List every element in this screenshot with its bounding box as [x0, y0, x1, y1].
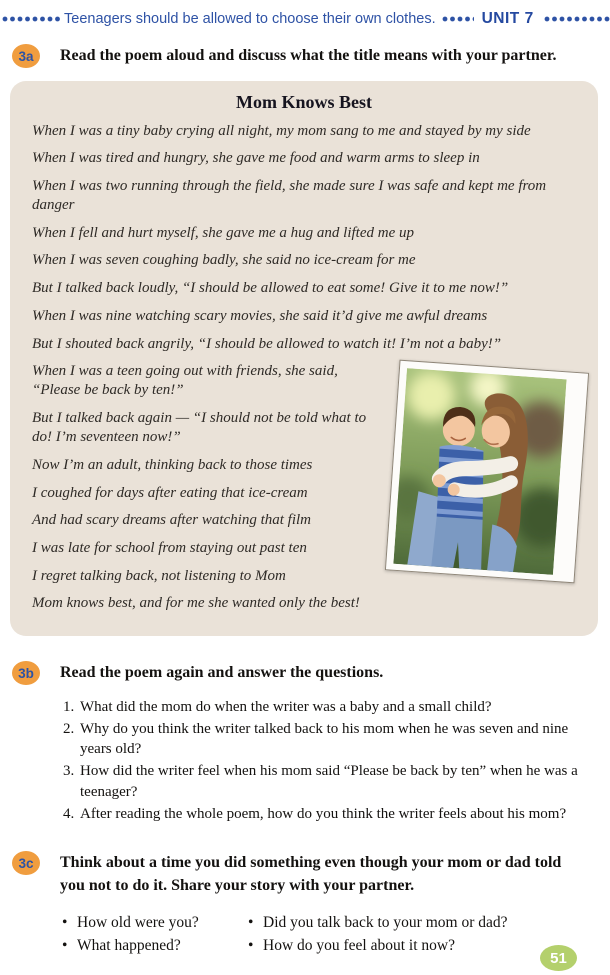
page-number-badge: 51: [540, 945, 577, 971]
poem-line: When I was nine watching scary movies, she said it’d give me awful dreams: [32, 307, 488, 324]
unit-number-label: UNIT 7: [481, 10, 534, 27]
question-item: 2. Why do you think the writer talked back to his mom when he was seven and nine years old?: [78, 719, 600, 760]
discussion-prompts-left-column: [62, 911, 248, 959]
section-3b-instruction: Read the poem again and answer the questions.: [60, 664, 384, 682]
poem-line: But I talked back again — “I should not be told what to do! I’m seventeen now!”: [32, 410, 367, 446]
header-dots-right-decoration: [544, 16, 610, 22]
section-3b: [0, 660, 610, 685]
poem-line: But I talked back loudly, “I should be allowed to eat some! Give it to me now!”: [32, 280, 509, 297]
unit-topic-title: Teenagers should be allowed to choose their own clothes.: [64, 11, 436, 27]
mom-and-son-photo-illustration: [393, 368, 566, 575]
poem-line: When I was two running through the field, she made sure I was safe and kept me from danger: [32, 177, 547, 214]
prompt-item: • How old were you?: [62, 913, 248, 934]
poem-line: Now I’m an adult, thinking back to those times: [32, 456, 313, 473]
poem-line: When I was tired and hungry, she gave me food and warm arms to sleep in: [32, 150, 480, 167]
discussion-prompts-right-column: [248, 911, 508, 959]
header-dots-mid-decoration: [442, 16, 474, 22]
section-3a: [0, 43, 610, 68]
poem-box: [10, 81, 598, 636]
question-item: 3. How did the writer feel when his mom said “Please be back by ten” when he was a teenager?: [78, 761, 600, 802]
header-dots-left-decoration: [2, 16, 60, 22]
discussion-prompts: [62, 911, 610, 959]
poem-line: But I shouted back angrily, “I should be allowed to watch it! I’m not a baby!”: [32, 335, 502, 352]
mom-and-son-photo: [385, 360, 589, 584]
poem-line: When I fell and hurt myself, she gave me a hug and lifted me up: [32, 224, 415, 241]
poem-line: When I was a teen going out with friends, she said, “Please be back by ten!”: [32, 363, 338, 399]
poem-line: When I was a tiny baby crying all night, my mom sang to me and stayed by my side: [32, 122, 531, 139]
section-3c-instruction: Think about a time you did something even though your mom or dad told you not to do it. Share your story with your partner.: [60, 854, 562, 894]
prompt-item: • How do you feel about it now?: [248, 936, 508, 957]
poem-line: I regret talking back, not listening to Mom: [32, 567, 286, 584]
comprehension-questions-list: [0, 697, 600, 824]
question-item: 4. After reading the whole poem, how do you think the writer feels about his mom?: [78, 804, 600, 825]
section-3c-badge: 3c: [12, 851, 40, 875]
poem-line: I coughed for days after eating that ice-cream: [32, 484, 308, 501]
prompt-item: • What happened?: [62, 936, 248, 957]
poem-line: I was late for school from staying out past ten: [32, 540, 307, 556]
section-3c: [0, 850, 610, 897]
poem-line: Mom knows best, and for me she wanted only the best!: [32, 595, 360, 612]
section-3b-badge: 3b: [12, 661, 40, 685]
section-3a-instruction: Read the poem aloud and discuss what the title means with your partner.: [60, 47, 557, 64]
poem-title: Mom Knows Best: [236, 92, 372, 112]
prompt-item: • Did you talk back to your mom or dad?: [248, 913, 508, 934]
poem-line: And had scary dreams after watching that film: [32, 512, 312, 529]
poem-line: When I was seven coughing badly, she said no ice-cream for me: [32, 252, 416, 269]
section-3a-badge: 3a: [12, 44, 40, 68]
page-header: [0, 0, 610, 28]
question-item: 1. What did the mom do when the writer was a baby and a small child?: [78, 697, 600, 718]
